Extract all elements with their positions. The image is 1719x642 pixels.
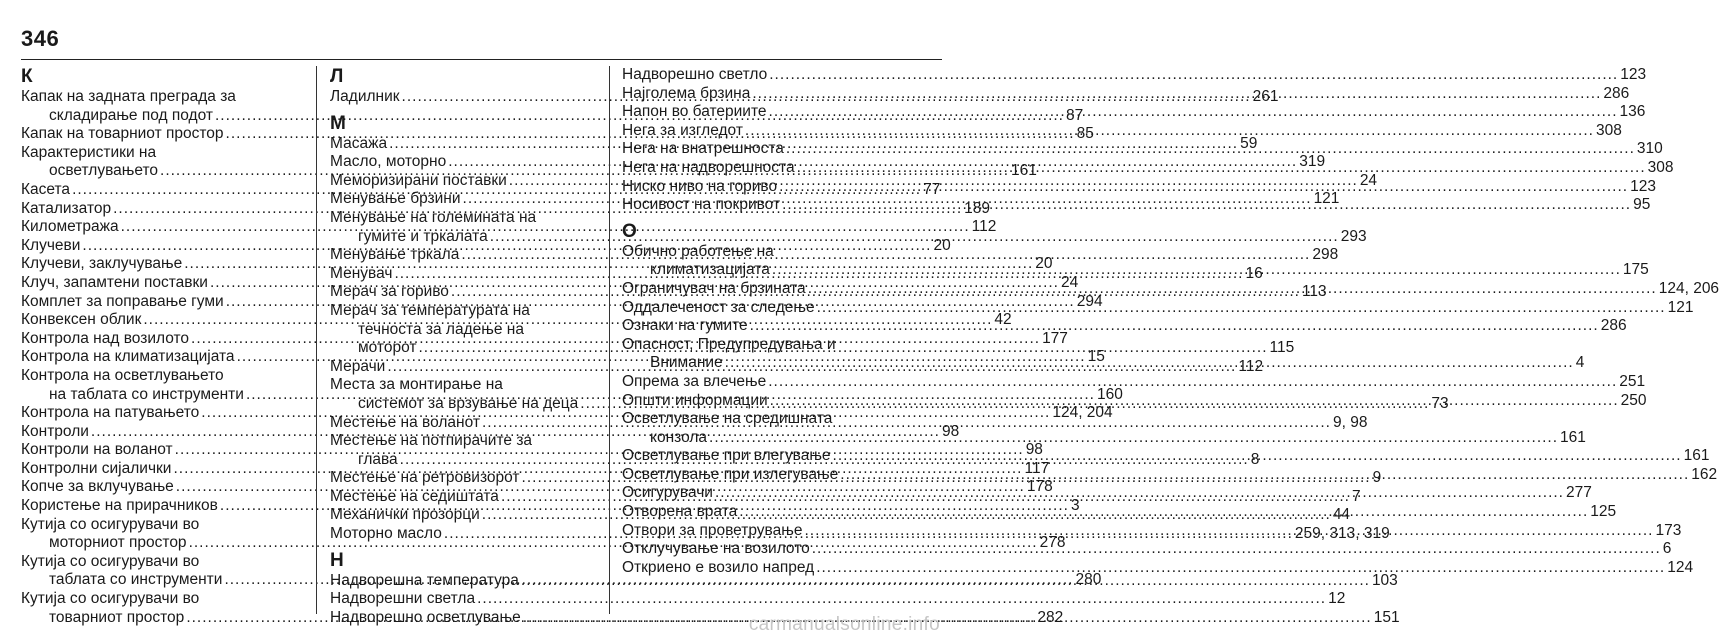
entry-term-line: Осветлување на средишната (622, 410, 833, 428)
watermark: carmanualsonline.info (748, 614, 940, 635)
entry-page-ref: 161 (1011, 162, 1037, 180)
entry-page-ref: 259, 313, 319 (1294, 525, 1390, 543)
leader-dots (752, 85, 1601, 104)
entry-page-ref: 9, 98 (1332, 413, 1368, 431)
entry-term: Надворешно осветлување (330, 608, 521, 626)
entry-page-ref: 161 (1683, 447, 1710, 465)
entry-page-ref: 261 (1252, 88, 1279, 105)
entry-page-ref: 24 (1359, 171, 1378, 189)
entry-term: Отклучување на возилото (622, 540, 810, 558)
entry-term: Откриено е возило напред (622, 558, 815, 576)
section-letter: Л (330, 66, 344, 87)
column-divider (316, 66, 317, 614)
entry-term: Менувач (330, 264, 393, 282)
entry-page-ref: 178 (1026, 478, 1053, 496)
entry-page-ref: 124, 206 (1658, 279, 1719, 297)
entry-page-ref: 112 (1238, 357, 1264, 375)
entry-term: Местење на воланот (330, 413, 480, 431)
entry-page-ref: 151 (1373, 608, 1400, 626)
leader-dots (709, 429, 1558, 448)
entry-term-line: Опасност, Предупредувања и (622, 335, 836, 353)
entry-term: товарниот простор (49, 608, 185, 626)
index-entry (622, 66, 1647, 85)
leader-dots (750, 317, 1599, 336)
entry-page-ref: 189 (964, 199, 991, 217)
entry-term: Контрола на климатизацијата (21, 348, 235, 366)
leader-dots (715, 484, 1564, 503)
leader-dots (769, 103, 1618, 122)
entry-page-ref: 59 (1240, 134, 1258, 152)
page-number: 346 (21, 26, 60, 51)
entry-term: Механички прозорци (330, 506, 480, 524)
entry-page-ref: 161 (1560, 428, 1586, 446)
entry-page-ref: 112 (971, 218, 997, 236)
entry-term: Контроли на воланот (21, 441, 173, 459)
entry-term: Надворешна температура (330, 571, 519, 589)
entry-page-ref: 6 (1662, 540, 1672, 558)
entry-term: системот за врзување на деца (358, 394, 579, 412)
entry-term: Осигурувачи (622, 484, 713, 502)
entry-term: Напон во батериите (622, 103, 767, 121)
index-entry (622, 558, 1694, 578)
entry-page-ref: 175 (1622, 261, 1649, 279)
entry-term: климатизацијата (650, 261, 770, 279)
entry-term: Општи информации (622, 391, 768, 409)
entry-term: Осветлување при излегување (622, 465, 839, 483)
section-letter: М (330, 112, 346, 134)
entry-page-ref: 73 (1431, 394, 1449, 412)
entry-page-ref: 177 (1042, 329, 1068, 347)
entry-term: гумите и тркалата (358, 227, 488, 245)
entry-page-ref: 7 (1351, 487, 1361, 505)
entry-term: Комплет за поправање гуми (21, 292, 224, 310)
entry-term-line: Кутија со осигурувачи во (21, 590, 200, 608)
section-letter: Н (330, 549, 344, 571)
entry-page-ref: 117 (1024, 459, 1050, 477)
entry-term: Користење на прирачников (21, 497, 218, 515)
entry-term: Контрола над возилото (21, 329, 190, 347)
entry-term: Местење на седиштата (330, 487, 499, 505)
entry-term-line: Кутија со осигурувачи во (21, 515, 200, 533)
index-entry (622, 372, 1646, 392)
entry-term: Контроли (21, 422, 89, 440)
entry-page-ref: 85 (1076, 125, 1094, 143)
entry-term: Ладилник (330, 88, 400, 105)
leader-dots (768, 373, 1617, 392)
entry-page-ref: 95 (1633, 196, 1651, 214)
entry-term: осветлувањето (49, 162, 159, 180)
entry-page-ref: 16 (1245, 264, 1263, 282)
entry-page-ref: 136 (1619, 103, 1646, 121)
entry-term: Внимание (650, 354, 723, 372)
entry-page-ref: 24 (1061, 273, 1079, 291)
leader-dots (817, 299, 1666, 318)
entry-term: Копче за вклучување (21, 478, 174, 496)
entry-line (622, 372, 1646, 392)
entry-page-ref: 8 (1250, 450, 1260, 468)
entry-page-ref: 310 (1636, 140, 1663, 158)
entry-page-ref: 113 (1301, 283, 1327, 301)
entry-term: Мерачи (330, 357, 386, 375)
entry-term: Масажа (330, 134, 388, 152)
leader-dots (797, 159, 1646, 178)
entry-page-ref: 125 (1590, 503, 1617, 521)
entry-page-ref: 103 (1371, 571, 1398, 589)
entry-term: Нега за изгледот (622, 121, 743, 139)
entry-term: Ограничувач на брзината (622, 279, 806, 297)
section-letter: К (21, 66, 33, 87)
entry-term: моторниот простор (49, 534, 187, 552)
entry-term: Ознаки на гумите (622, 317, 748, 335)
entry-page-ref: 277 (1566, 484, 1592, 502)
entry-term-line: Мерач за температурата на (330, 301, 530, 319)
entry-term: Опрема за влечење (622, 372, 767, 390)
entry-term-line: Менување на големината на (330, 208, 537, 226)
leader-dots (816, 559, 1665, 578)
entry-page-ref: 42 (994, 311, 1012, 329)
leader-dots (769, 66, 1618, 85)
index-entry (330, 590, 1346, 609)
leader-dots (782, 196, 1631, 215)
entry-term: Масло, моторно (330, 153, 447, 171)
entry-term: Меморизирани поставки (330, 171, 507, 189)
leader-dots (477, 590, 1326, 609)
entry-page-ref: 124, 204 (1052, 404, 1113, 422)
entry-page-ref: 121 (1313, 190, 1340, 208)
entry-page-ref: 20 (933, 236, 951, 254)
leader-dots (770, 392, 1619, 411)
entry-page-ref: 298 (1312, 246, 1339, 264)
entry-term: конзола (650, 428, 708, 446)
leader-dots (808, 280, 1657, 299)
entry-page-ref: 77 (923, 180, 941, 198)
entry-term: Конвексен облик (21, 311, 142, 329)
entry-term-line: Карактеристики на (21, 143, 157, 161)
entry-term: на таблата со инструменти (49, 385, 244, 403)
entry-term: Оддалеченост за следење (622, 298, 815, 316)
leader-dots (779, 178, 1628, 197)
entry-term: Моторно масло (330, 525, 442, 543)
section-letter: О (622, 220, 637, 242)
entry-page-ref: 280 (1075, 571, 1102, 589)
leader-dots (725, 354, 1574, 373)
entry-term: Надворешни светла (330, 590, 476, 608)
entry-term: Менување тркала (330, 246, 460, 264)
entry-term: Касета (21, 180, 71, 198)
entry-page-ref: 87 (1066, 106, 1084, 124)
entry-term-line: Кутија со осигурувачи во (21, 552, 200, 570)
entry-line (622, 558, 1694, 578)
entry-term: Отворена врата (622, 503, 738, 521)
entry-term: Нега на надворешноста (622, 158, 795, 176)
leader-dots (804, 522, 1653, 541)
entry-page-ref: 20 (1035, 255, 1053, 273)
entry-page-ref: 123 (1620, 66, 1647, 83)
entry-term: Ниско ниво на гориво (622, 177, 778, 195)
entry-page-ref: 124 (1667, 558, 1694, 576)
entry-term: Местење на ретровизорот (330, 469, 520, 487)
header-rule (21, 59, 942, 60)
leader-dots (812, 540, 1661, 559)
entry-page-ref: 115 (1269, 339, 1295, 357)
entry-term: моторот (358, 339, 417, 357)
entry-term: Менување брзини (330, 190, 461, 208)
entry-page-ref: 9 (1372, 469, 1382, 487)
entry-term: Контрола на патувањето (21, 404, 200, 422)
entry-term: Осветлување при влегување (622, 447, 831, 465)
entry-term: Клучеви (21, 236, 81, 254)
entry-term-line: течноста за ладење на (358, 320, 524, 338)
entry-page-ref: 98 (941, 422, 960, 440)
entry-page-ref: 44 (1332, 506, 1351, 524)
entry-page-ref: 293 (1340, 227, 1367, 245)
leader-dots (739, 503, 1588, 522)
leader-dots (523, 609, 1372, 628)
entry-page-ref: 286 (1603, 84, 1630, 102)
entry-page-ref: 3 (1070, 497, 1080, 515)
entry-page-ref: 308 (1595, 121, 1622, 139)
entry-page-ref: 308 (1647, 158, 1674, 176)
entry-term: Нега на внатрешноста (622, 140, 784, 158)
entry-term: Мерач за гориво (330, 283, 449, 301)
leader-dots (833, 447, 1682, 466)
entry-term-line: Контрола на осветлувањето (21, 366, 224, 384)
entry-page-ref: 319 (1299, 153, 1326, 171)
entry-term: Надворешно светло (622, 66, 768, 83)
entry-term: Отвори за проветрување (622, 521, 803, 539)
entry-page-ref: 4 (1575, 354, 1585, 372)
entry-page-ref: 250 (1620, 391, 1647, 409)
entry-term: Капак на товарниот простор (21, 125, 224, 143)
entry-term: Километража (21, 218, 119, 236)
entry-term: глава (358, 450, 398, 468)
entry-page-ref: 294 (1076, 292, 1103, 310)
entry-page-ref: 162 (1691, 465, 1718, 483)
entry-page-ref: 15 (1087, 348, 1105, 366)
column-divider (609, 66, 610, 614)
entry-page-ref: 160 (1096, 385, 1123, 403)
entry-line (622, 66, 1647, 85)
entry-term: Најголема брзина (622, 84, 751, 102)
leader-dots (772, 261, 1621, 280)
leader-dots (490, 228, 1339, 247)
entry-page-ref: 286 (1600, 317, 1627, 335)
leader-dots (745, 122, 1594, 141)
entry-term-line: Места за монтирање на (330, 376, 503, 394)
entry-term: Катализатор (21, 199, 112, 217)
entry-term: таблата со инструменти (49, 571, 223, 589)
entry-page-ref: 98 (1025, 441, 1043, 459)
entry-term: Контролни сијалички (21, 459, 172, 477)
entry-term-line: Обично работење на (622, 242, 774, 260)
entry-term: Носивост на покривот (622, 196, 781, 214)
entry-line (330, 590, 1346, 609)
leader-dots (840, 466, 1689, 485)
leader-dots (786, 140, 1635, 159)
entry-page-ref: 173 (1655, 521, 1682, 539)
entry-term-line: Капак на задната преграда за (21, 88, 236, 105)
entry-page-ref: 278 (1039, 534, 1066, 552)
entry-page-ref: 123 (1630, 177, 1656, 195)
entry-term: Клуч, запамтени поставки (21, 273, 208, 291)
entry-page-ref: 12 (1328, 590, 1346, 608)
entry-page-ref: 282 (1037, 608, 1064, 626)
entry-term: складирање под подот (49, 106, 213, 124)
entry-term-line: Местење на потпирачите за (330, 432, 533, 450)
entry-term: Клучеви, заклучување (21, 255, 183, 273)
entry-page-ref: 121 (1667, 298, 1694, 316)
entry-page-ref: 251 (1619, 372, 1646, 390)
